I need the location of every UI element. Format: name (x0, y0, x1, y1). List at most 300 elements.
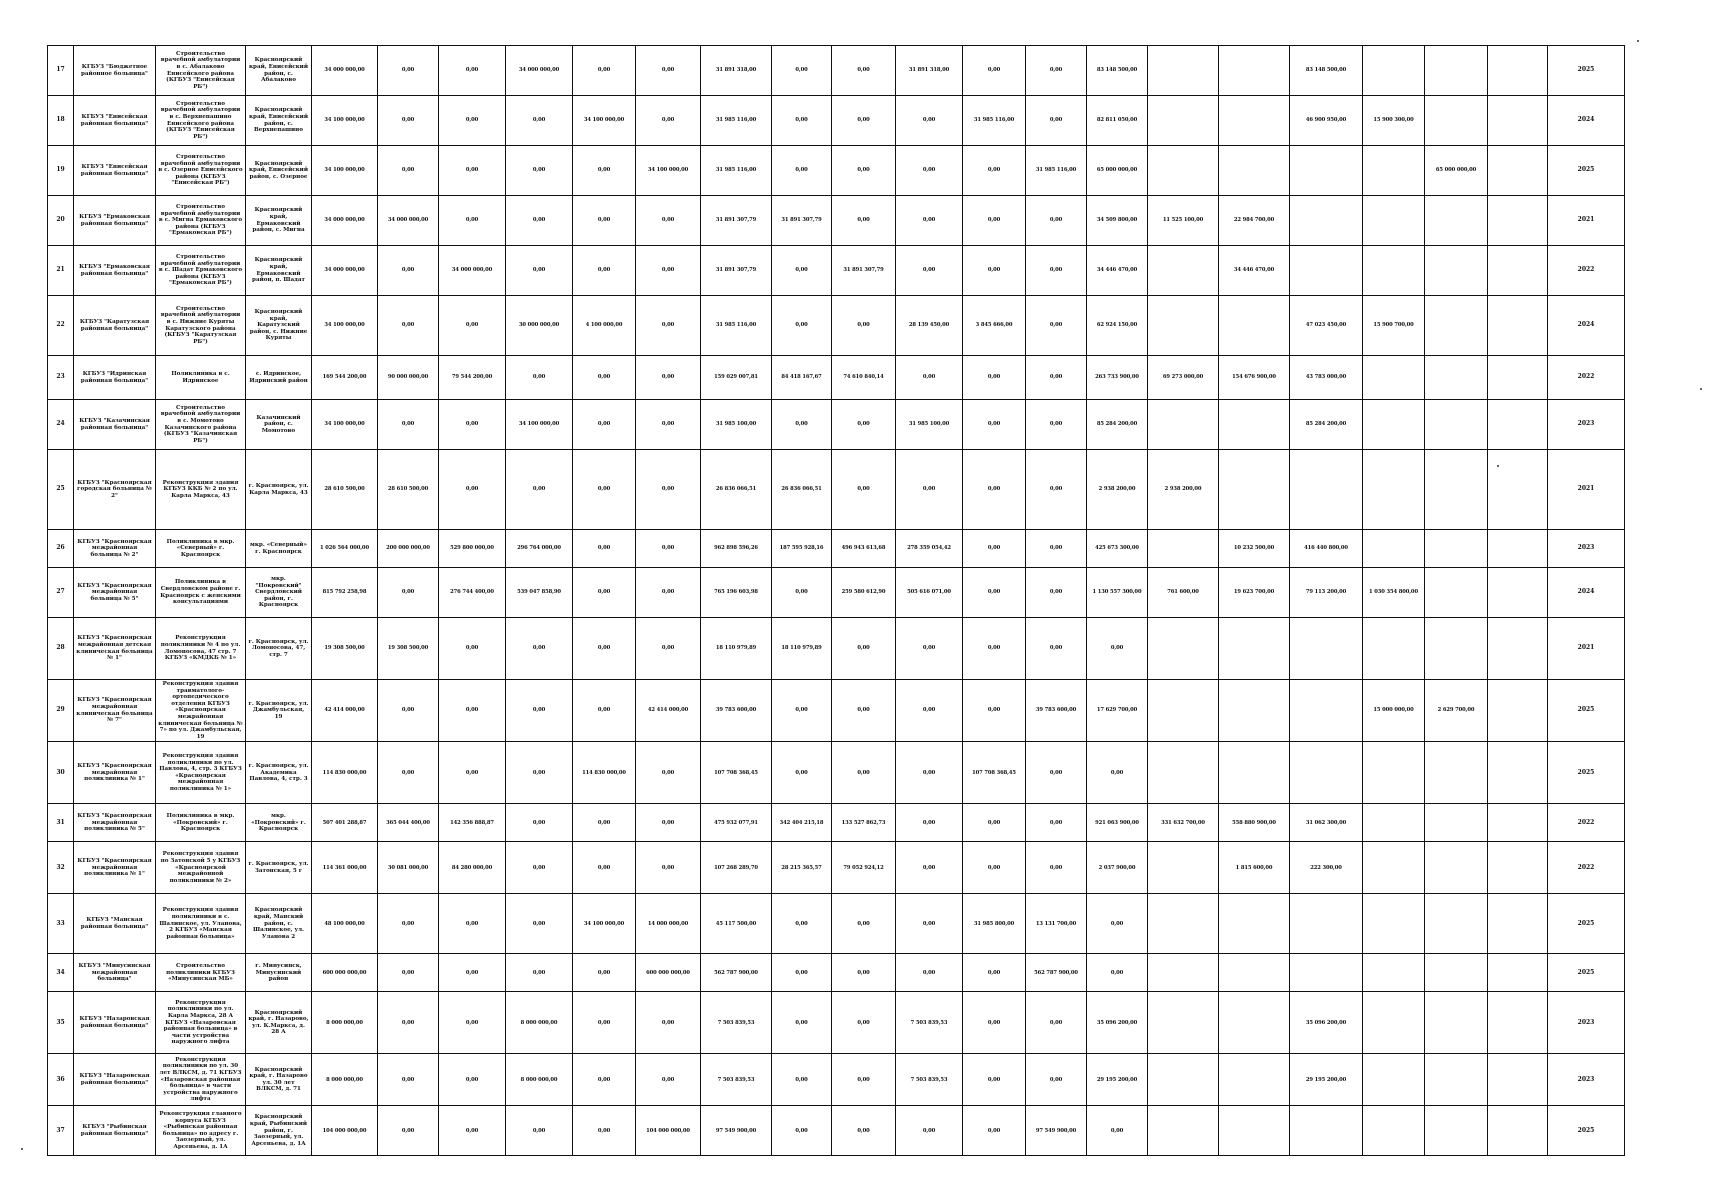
amount-cell: 0,00 (832, 196, 896, 246)
amount-cell: 169 544 200,00 (312, 356, 378, 400)
amount-cell: 31 891 318,00 (701, 46, 772, 96)
object-name-cell: Строительство врачебной амбулатории в с. Мигна Ермаковского района (КГБУЗ "Ермаковская РБ") (156, 196, 246, 246)
amount-cell (1148, 46, 1219, 96)
amount-cell: 0,00 (439, 618, 506, 680)
amount-cell: 0,00 (1087, 742, 1148, 804)
amount-cell: 0,00 (963, 356, 1026, 400)
amount-cell (1363, 400, 1425, 450)
amount-cell (1148, 1106, 1219, 1156)
amount-cell (1425, 296, 1488, 356)
amount-cell: 0,00 (1087, 894, 1148, 954)
amount-cell (1148, 96, 1219, 146)
amount-cell: 200 000 000,00 (378, 530, 439, 568)
amount-cell: 35 096 200,00 (1087, 992, 1148, 1054)
amount-cell (1425, 400, 1488, 450)
amount-cell (1363, 46, 1425, 96)
amount-cell: 0,00 (439, 96, 506, 146)
address-cell: Красноярский край, Манский район, с. Шалинское, ул. Уланова 2 (246, 894, 312, 954)
row-number: 34 (48, 954, 74, 992)
address-cell: Казачинский район, с. Момотово (246, 400, 312, 450)
amount-cell: 0,00 (573, 196, 636, 246)
row-number: 31 (48, 804, 74, 842)
row-number: 25 (48, 450, 74, 530)
amount-cell: 83 148 500,00 (1087, 46, 1148, 96)
amount-cell: 0,00 (772, 568, 832, 618)
amount-cell: 28 139 450,00 (896, 296, 963, 356)
amount-cell: 0,00 (896, 804, 963, 842)
amount-cell: 0,00 (506, 1106, 573, 1156)
amount-cell (1425, 356, 1488, 400)
address-cell: Красноярский край, г. Назарово, ул. К.Маркса, д. 28 А (246, 992, 312, 1054)
amount-cell: 0,00 (832, 1054, 896, 1106)
amount-cell (1290, 894, 1363, 954)
amount-cell: 0,00 (1026, 1054, 1087, 1106)
amount-cell: 416 440 800,00 (1290, 530, 1363, 568)
amount-cell: 0,00 (1087, 954, 1148, 992)
amount-cell (1219, 450, 1290, 530)
amount-cell: 0,00 (573, 400, 636, 450)
amount-cell: 496 943 613,68 (832, 530, 896, 568)
amount-cell: 0,00 (573, 568, 636, 618)
amount-cell: 34 100 000,00 (573, 894, 636, 954)
amount-cell: 365 044 400,00 (378, 804, 439, 842)
amount-cell: 79 544 200,00 (439, 356, 506, 400)
amount-cell (1148, 296, 1219, 356)
amount-cell (1148, 618, 1219, 680)
amount-cell: 0,00 (636, 46, 701, 96)
amount-cell: 31 985 800,00 (963, 894, 1026, 954)
amount-cell: 600 000 000,00 (636, 954, 701, 992)
amount-cell: 0,00 (439, 400, 506, 450)
row-number: 26 (48, 530, 74, 568)
amount-cell: 85 284 200,00 (1087, 400, 1148, 450)
amount-cell: 159 029 007,81 (701, 356, 772, 400)
address-cell: Красноярский край, Рыбинский район, г. Заозерный, ул. Арсеньева, д. 1А (246, 1106, 312, 1156)
amount-cell: 0,00 (772, 742, 832, 804)
table-row (48, 400, 1625, 450)
amount-cell: 0,00 (1026, 400, 1087, 450)
amount-cell (1488, 246, 1548, 296)
table-row (48, 296, 1625, 356)
address-cell: Красноярский край, г. Назарово ул. 30 лет ВЛКСМ, д. 71 (246, 1054, 312, 1106)
amount-cell: 600 000 000,00 (312, 954, 378, 992)
amount-cell (1488, 1054, 1548, 1106)
amount-cell: 0,00 (963, 146, 1026, 196)
amount-cell: 0,00 (1026, 356, 1087, 400)
organization-cell: КГБУЗ "Красноярская межрайонная поликлиника № 1" (74, 842, 156, 894)
amount-cell: 2 938 200,00 (1087, 450, 1148, 530)
amount-cell: 0,00 (573, 954, 636, 992)
amount-cell (1488, 992, 1548, 1054)
amount-cell (1425, 96, 1488, 146)
amount-cell (1219, 1106, 1290, 1156)
amount-cell: 42 414 000,00 (312, 680, 378, 742)
amount-cell: 0,00 (573, 680, 636, 742)
amount-cell: 0,00 (636, 296, 701, 356)
address-cell: с. Идринское, Идринский район (246, 356, 312, 400)
amount-cell: 0,00 (439, 450, 506, 530)
amount-cell (1363, 246, 1425, 296)
amount-cell (1425, 1106, 1488, 1156)
amount-cell (1488, 46, 1548, 96)
amount-cell: 0,00 (573, 992, 636, 1054)
amount-cell: 34 100 000,00 (636, 146, 701, 196)
amount-cell (1425, 46, 1488, 96)
row-number: 36 (48, 1054, 74, 1106)
object-name-cell: Строительство врачебной амбулатории в с. Абалаково Енисейского района (КГБУЗ "Енисейская РБ") (156, 46, 246, 96)
amount-cell (1425, 246, 1488, 296)
object-name-cell: Реконструкция поликлиники по ул. 30 лет ВЛКСМ, д. 71 КГБУЗ «Назаровская районная больница» в части устройства наружного лифта (156, 1054, 246, 1106)
year-cell: 2023 (1548, 400, 1625, 450)
amount-cell (1148, 954, 1219, 992)
amount-cell: 0,00 (963, 196, 1026, 246)
address-cell: мкр. "Покровский" Свердловский район, г. Красноярск (246, 568, 312, 618)
amount-cell: 0,00 (573, 530, 636, 568)
amount-cell: 0,00 (832, 680, 896, 742)
year-cell: 2024 (1548, 296, 1625, 356)
amount-cell: 0,00 (378, 296, 439, 356)
amount-cell (1425, 894, 1488, 954)
amount-cell: 222 300,00 (1290, 842, 1363, 894)
row-number: 27 (48, 568, 74, 618)
amount-cell: 0,00 (896, 742, 963, 804)
amount-cell: 0,00 (1026, 842, 1087, 894)
amount-cell (1488, 954, 1548, 992)
amount-cell: 263 733 900,00 (1087, 356, 1148, 400)
scan-speck (1700, 388, 1702, 390)
table-row (48, 96, 1625, 146)
amount-cell: 14 000 000,00 (636, 894, 701, 954)
row-number: 22 (48, 296, 74, 356)
amount-cell: 34 100 000,00 (573, 96, 636, 146)
address-cell: Красноярский край, Ермаковский район, с. Мигна (246, 196, 312, 246)
amount-cell: 13 131 700,00 (1026, 894, 1087, 954)
amount-cell: 0,00 (772, 992, 832, 1054)
amount-cell: 0,00 (832, 992, 896, 1054)
amount-cell: 4 100 000,00 (573, 296, 636, 356)
amount-cell: 48 100 000,00 (312, 894, 378, 954)
amount-cell: 97 549 900,00 (701, 1106, 772, 1156)
amount-cell: 0,00 (506, 804, 573, 842)
amount-cell: 0,00 (963, 46, 1026, 96)
amount-cell: 31 062 300,00 (1290, 804, 1363, 842)
amount-cell: 31 985 116,00 (701, 146, 772, 196)
amount-cell: 0,00 (573, 246, 636, 296)
amount-cell: 18 110 979,89 (701, 618, 772, 680)
amount-cell: 79 113 200,00 (1290, 568, 1363, 618)
amount-cell: 2 938 200,00 (1148, 450, 1219, 530)
amount-cell: 259 580 612,90 (832, 568, 896, 618)
amount-cell: 107 268 289,70 (701, 842, 772, 894)
amount-cell (1148, 146, 1219, 196)
amount-cell: 15 000 000,00 (1363, 680, 1425, 742)
organization-cell: КГБУЗ "Енисейская районная больница" (74, 146, 156, 196)
address-cell: Красноярский край, Ермаковский район, п. Шадат (246, 246, 312, 296)
amount-cell: 0,00 (963, 450, 1026, 530)
amount-cell: 331 632 700,00 (1148, 804, 1219, 842)
object-name-cell: Реконструкция здания поликлиники по ул. Павлова, 4, стр. 3 КГБУЗ «Красноярская межрайонная поликлиника № 1» (156, 742, 246, 804)
amount-cell: 0,00 (636, 618, 701, 680)
amount-cell (1148, 894, 1219, 954)
amount-cell (1219, 46, 1290, 96)
amount-cell: 0,00 (573, 1054, 636, 1106)
amount-cell: 1 130 557 300,00 (1087, 568, 1148, 618)
amount-cell (1148, 842, 1219, 894)
amount-cell: 761 600,00 (1148, 568, 1219, 618)
amount-cell (1425, 530, 1488, 568)
amount-cell: 0,00 (439, 954, 506, 992)
amount-cell: 18 110 979,89 (772, 618, 832, 680)
amount-cell: 0,00 (1026, 296, 1087, 356)
amount-cell: 65 000 000,00 (1425, 146, 1488, 196)
amount-cell (1363, 1054, 1425, 1106)
amount-cell (1488, 618, 1548, 680)
address-cell: г. Красноярск, ул. Ломоносова, 47, стр. 7 (246, 618, 312, 680)
organization-cell: КГБУЗ "Казачинская районная больница" (74, 400, 156, 450)
amount-cell: 0,00 (636, 530, 701, 568)
amount-cell: 0,00 (1026, 530, 1087, 568)
amount-cell: 26 836 066,51 (772, 450, 832, 530)
amount-cell (1425, 196, 1488, 246)
table-row (48, 356, 1625, 400)
address-cell: г. Красноярск, ул. Затонская, 5 г (246, 842, 312, 894)
amount-cell: 0,00 (1026, 618, 1087, 680)
amount-cell: 0,00 (832, 296, 896, 356)
amount-cell: 0,00 (1026, 804, 1087, 842)
amount-cell (1488, 196, 1548, 246)
amount-cell (1488, 568, 1548, 618)
amount-cell (1363, 804, 1425, 842)
amount-cell (1219, 992, 1290, 1054)
row-number: 30 (48, 742, 74, 804)
amount-cell: 962 898 596,26 (701, 530, 772, 568)
amount-cell (1488, 680, 1548, 742)
amount-cell: 8 000 000,00 (312, 992, 378, 1054)
address-cell: г. Красноярск, ул. Джамбульская, 19 (246, 680, 312, 742)
amount-cell: 0,00 (378, 96, 439, 146)
amount-cell: 7 503 839,53 (701, 1054, 772, 1106)
row-number: 35 (48, 992, 74, 1054)
amount-cell: 0,00 (832, 146, 896, 196)
amount-cell: 0,00 (1026, 46, 1087, 96)
amount-cell: 39 783 600,00 (701, 680, 772, 742)
amount-cell: 0,00 (439, 1106, 506, 1156)
organization-cell: КГБУЗ "Минусинская межрайонная больница" (74, 954, 156, 992)
table-row (48, 196, 1625, 246)
amount-cell (1488, 296, 1548, 356)
object-name-cell: Строительство врачебной амбулатории в с. Шадат Ермаковского района (КГБУЗ "Ермаковская РБ") (156, 246, 246, 296)
amount-cell: 34 000 000,00 (312, 196, 378, 246)
object-name-cell: Поликлиника в мкр. «Покровский» г. Красноярск (156, 804, 246, 842)
amount-cell: 0,00 (896, 680, 963, 742)
amount-cell (1290, 196, 1363, 246)
table-row (48, 804, 1625, 842)
organization-cell: КГБУЗ "Идринская районная больница" (74, 356, 156, 400)
amount-cell: 0,00 (772, 246, 832, 296)
amount-cell: 30 000 000,00 (506, 296, 573, 356)
amount-cell: 0,00 (636, 992, 701, 1054)
object-name-cell: Реконструкция здания поликлиники в с. Шалинское, ул. Уланова, 2 КГБУЗ «Манская районная больница» (156, 894, 246, 954)
amount-cell: 0,00 (439, 296, 506, 356)
amount-cell (1290, 618, 1363, 680)
amount-cell: 0,00 (896, 96, 963, 146)
amount-cell: 0,00 (896, 146, 963, 196)
amount-cell: 0,00 (506, 954, 573, 992)
amount-cell: 3 845 666,00 (963, 296, 1026, 356)
amount-cell (1488, 1106, 1548, 1156)
amount-cell: 65 000 000,00 (1087, 146, 1148, 196)
amount-cell: 43 783 000,00 (1290, 356, 1363, 400)
amount-cell: 0,00 (439, 680, 506, 742)
amount-cell: 2 037 900,00 (1087, 842, 1148, 894)
amount-cell (1488, 530, 1548, 568)
organization-cell: КГБУЗ "Красноярская межрайонная поликлиника № 1" (74, 742, 156, 804)
table-row (48, 842, 1625, 894)
amount-cell: 0,00 (636, 196, 701, 246)
amount-cell (1363, 742, 1425, 804)
amount-cell: 0,00 (636, 96, 701, 146)
amount-cell: 0,00 (1087, 618, 1148, 680)
amount-cell: 0,00 (573, 46, 636, 96)
amount-cell (1488, 804, 1548, 842)
amount-cell (1148, 992, 1219, 1054)
object-name-cell: Реконструкция главного корпуса КГБУЗ «Рыбинская районная больница» по адресу г. Заозерный, ул. Арсеньева, д. 1А (156, 1106, 246, 1156)
amount-cell: 0,00 (832, 954, 896, 992)
amount-cell: 0,00 (573, 450, 636, 530)
amount-cell: 0,00 (636, 842, 701, 894)
address-cell: г. Красноярск, ул. Академика Павлова, 4, стр. 3 (246, 742, 312, 804)
amount-cell: 34 100 000,00 (312, 96, 378, 146)
amount-cell: 0,00 (963, 680, 1026, 742)
amount-cell (1488, 96, 1548, 146)
amount-cell: 29 195 200,00 (1087, 1054, 1148, 1106)
organization-cell: КГБУЗ "Ермаковская районная больница" (74, 196, 156, 246)
amount-cell (1363, 842, 1425, 894)
amount-cell: 296 764 000,00 (506, 530, 573, 568)
amount-cell: 0,00 (439, 742, 506, 804)
organization-cell: КГБУЗ "Красноярская межрайонная детская клиническая больница № 1" (74, 618, 156, 680)
amount-cell (1425, 954, 1488, 992)
amount-cell: 0,00 (1026, 568, 1087, 618)
amount-cell: 0,00 (963, 992, 1026, 1054)
amount-cell: 0,00 (1026, 450, 1087, 530)
amount-cell: 74 610 840,14 (832, 356, 896, 400)
amount-cell: 11 525 100,00 (1148, 196, 1219, 246)
row-number: 24 (48, 400, 74, 450)
amount-cell: 114 830 000,00 (573, 742, 636, 804)
amount-cell: 0,00 (439, 1054, 506, 1106)
amount-cell: 42 414 000,00 (636, 680, 701, 742)
object-name-cell: Поликлиника в Свердловском районе г. Красноярск с женскими консультациями (156, 568, 246, 618)
amount-cell (1290, 742, 1363, 804)
table-row (48, 450, 1625, 530)
amount-cell: 133 527 862,73 (832, 804, 896, 842)
amount-cell (1363, 992, 1425, 1054)
amount-cell (1290, 146, 1363, 196)
amount-cell (1488, 146, 1548, 196)
amount-cell: 34 100 000,00 (506, 400, 573, 450)
amount-cell (1219, 146, 1290, 196)
object-name-cell: Реконструкция поликлиники по ул. Карла Маркса, 28 А КГБУЗ «Назаровская районная больница» в части устройства наружного лифта (156, 992, 246, 1054)
amount-cell: 529 800 000,00 (439, 530, 506, 568)
amount-cell (1363, 450, 1425, 530)
table-body (48, 46, 1625, 1156)
amount-cell: 0,00 (963, 804, 1026, 842)
amount-cell (1363, 894, 1425, 954)
organization-cell: КГБУЗ "Ермаковская районная больница" (74, 246, 156, 296)
amount-cell (1425, 842, 1488, 894)
amount-cell (1219, 954, 1290, 992)
amount-cell: 0,00 (896, 954, 963, 992)
amount-cell: 0,00 (506, 450, 573, 530)
amount-cell: 28 610 500,00 (312, 450, 378, 530)
address-cell: Красноярский край, Енисейский район, с. Верхнепашино (246, 96, 312, 146)
amount-cell: 0,00 (573, 618, 636, 680)
amount-cell: 84 280 000,00 (439, 842, 506, 894)
amount-cell: 0,00 (963, 1054, 1026, 1106)
amount-cell: 104 000 000,00 (636, 1106, 701, 1156)
amount-cell: 0,00 (832, 894, 896, 954)
amount-cell (1363, 530, 1425, 568)
amount-cell: 0,00 (772, 1106, 832, 1156)
amount-cell (1488, 894, 1548, 954)
amount-cell: 0,00 (378, 400, 439, 450)
organization-cell: КГБУЗ "Назаровская районная больница" (74, 992, 156, 1054)
amount-cell: 0,00 (506, 742, 573, 804)
table-sheet (47, 45, 1625, 1156)
object-name-cell: Строительство врачебной амбулатории в с. Момотово Казачинского района (КГБУЗ "Казачинская РБ") (156, 400, 246, 450)
amount-cell (1290, 680, 1363, 742)
amount-cell: 507 401 288,87 (312, 804, 378, 842)
scan-speck (21, 1148, 23, 1150)
amount-cell: 34 509 800,00 (1087, 196, 1148, 246)
amount-cell: 765 196 603,98 (701, 568, 772, 618)
amount-cell: 0,00 (378, 742, 439, 804)
year-cell: 2021 (1548, 196, 1625, 246)
amount-cell: 0,00 (1087, 1106, 1148, 1156)
organization-cell: КГБУЗ "Красноярская городская больница № 2" (74, 450, 156, 530)
amount-cell: 0,00 (378, 46, 439, 96)
table-row (48, 530, 1625, 568)
amount-cell (1219, 96, 1290, 146)
amount-cell: 0,00 (573, 842, 636, 894)
amount-cell: 107 708 368,45 (963, 742, 1026, 804)
amount-cell: 0,00 (772, 146, 832, 196)
object-name-cell: Реконструкция здания КГБУЗ ККБ № 2 по ул. Карла Маркса, 43 (156, 450, 246, 530)
scan-speck (1497, 465, 1499, 467)
object-name-cell: Поликлиника в мкр. «Северный» г. Красноярск (156, 530, 246, 568)
year-cell: 2025 (1548, 146, 1625, 196)
amount-cell: 0,00 (378, 246, 439, 296)
amount-cell: 62 924 150,00 (1087, 296, 1148, 356)
amount-cell: 154 676 900,00 (1219, 356, 1290, 400)
year-cell: 2022 (1548, 804, 1625, 842)
amount-cell: 31 985 100,00 (896, 400, 963, 450)
amount-cell: 0,00 (963, 246, 1026, 296)
amount-cell: 31 985 116,00 (1026, 146, 1087, 196)
amount-cell (1363, 146, 1425, 196)
table-row (48, 568, 1625, 618)
amount-cell: 0,00 (832, 46, 896, 96)
amount-cell: 31 891 307,79 (701, 246, 772, 296)
amount-cell: 8 000 000,00 (506, 992, 573, 1054)
row-number: 19 (48, 146, 74, 196)
amount-cell: 34 100 000,00 (312, 296, 378, 356)
amount-cell: 0,00 (573, 804, 636, 842)
amount-cell (1488, 450, 1548, 530)
amount-cell (1425, 742, 1488, 804)
amount-cell: 31 891 307,79 (701, 196, 772, 246)
